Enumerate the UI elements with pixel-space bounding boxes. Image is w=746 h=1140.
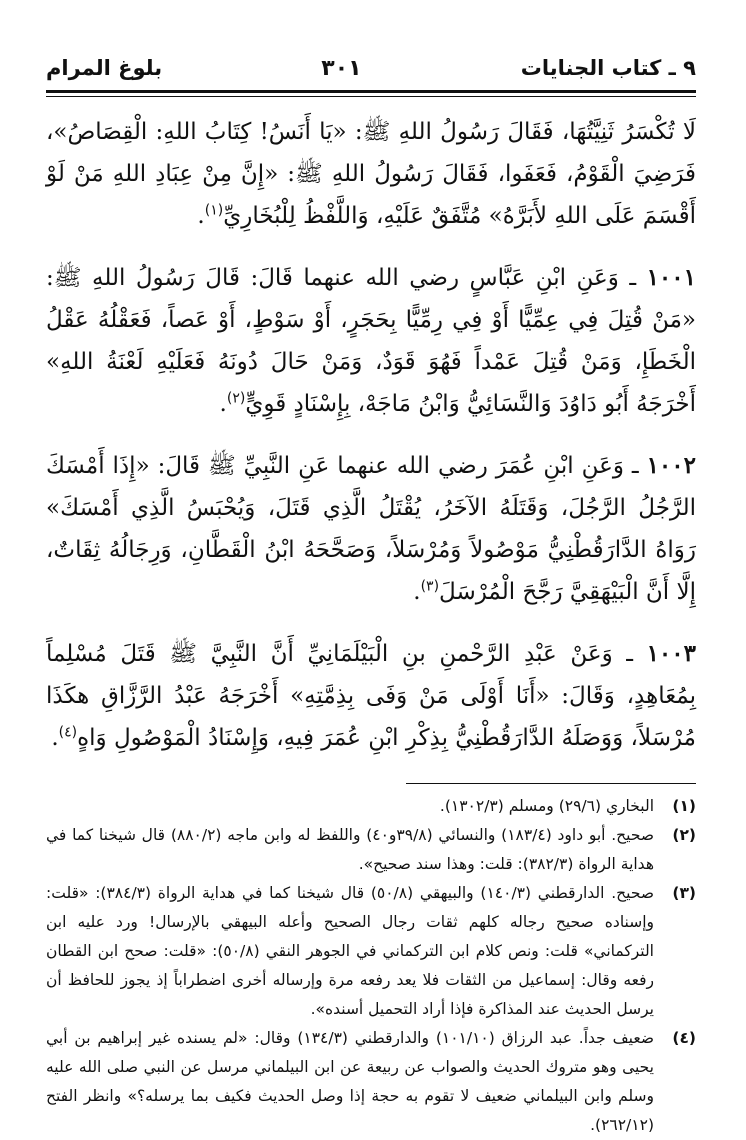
footnote-text: صحيح. أبو داود (١٨٣/٤) والنسائي (٣٩/٨و٤٠) واللفظ له وابن ماجه (٨٨٠/٢) قال شيخنا كما في هداية الرواة (٣٨٢/٣): قلت: وهذا سند صحيح». bbox=[46, 826, 654, 873]
running-header bbox=[46, 0, 696, 88]
header-rule-thick bbox=[46, 90, 696, 93]
page-number: ٣٠١ bbox=[321, 56, 362, 81]
footnote-ref-3[interactable]: (٣) bbox=[420, 578, 440, 595]
chapter-title: ٩ ـ كتاب الجنايات bbox=[520, 56, 696, 80]
hadith-end: . bbox=[413, 579, 421, 605]
header-rule-thin bbox=[46, 96, 696, 97]
footnotes bbox=[46, 792, 696, 1140]
continuation-end: . bbox=[197, 203, 205, 229]
footnote-separator bbox=[406, 783, 696, 784]
hadith-1003 bbox=[46, 633, 696, 759]
footnote-4 bbox=[46, 1024, 696, 1140]
footnote-1 bbox=[46, 792, 696, 821]
hadith-end: . bbox=[51, 725, 59, 751]
footnote-3 bbox=[46, 879, 696, 1024]
hadith-end: . bbox=[219, 391, 227, 417]
continuation-paragraph bbox=[46, 111, 696, 237]
hadith-text: ـ وَعَنِ ابْنِ عُمَرَ رضي الله عنهما عَنِ النَّبِيِّ ﷺ قَالَ: «إِذَا أَمْسَكَ الرَّجُلُ الرَّجُلَ، وَقَتَلَهُ الآخَرُ، يُقْتَلُ الَّذِي قَتَلَ، وَيُحْبَسُ الَّذِي أَمْسَكَ» رَوَاهُ الدَّارَقُطْنِيُّ مَوْصُولاً وَمُرْسَلاً، وَصَحَّحَهُ ابْنُ الْقَطَّانِ، وَرِجَالُهُ ثِقَاتٌ، إِلَّا أَنَّ الْبَيْهَقِيَّ رَجَّحَ الْمُرْسَلَ bbox=[46, 453, 696, 605]
footnote-text: صحيح. الدارقطني (١٤٠/٣) والبيهقي (٥٠/٨) قال شيخنا كما في هداية الرواة (٣٨٤/٣): «قلت: وإسناده صحيح رجاله كلهم ثقات رجال الصحيح وأعله البيهقي بالإرسال! ورد عليه ابن التركماني» قلت: ونص كلام ابن التركماني في الجوهر النقي (٥٠/٨): «قلت: صحح ابن القطان رفعه وقال: إسماعيل من الثقات فلا يعد رفعه مرة وإرساله أخرى اضطراباً إذ يجوز للحافظ أن يرسل الحديث عند المذاكرة فإذا أراد التحميل أسنده». bbox=[46, 884, 654, 1018]
hadith-text: ـ وَعَنِ ابْنِ عَبَّاسٍ رضي الله عنهما قَالَ: قَالَ رَسُولُ اللهِ ﷺ: «مَنْ قُتِلَ فِي عِمِّيًّا أَوْ فِي رِمِّيًّا بِحَجَرٍ، أَوْ سَوْطٍ، أَوْ عَصاً، فَعَقْلُهُ عَقْلُ الْخَطَإِ، وَمَنْ قُتِلَ عَمْداً فَهُوَ قَوَدٌ، وَمَنْ حَالَ دُونَهُ فَعَلَيْهِ لَعْنَةُ اللهِ» أَخْرَجَهُ أَبُو دَاوُدَ وَالنَّسَائِيُّ وَابْنُ مَاجَهْ، بِإِسْنَادٍ قَوِيٍّ bbox=[46, 265, 696, 417]
hadith-1001 bbox=[46, 257, 696, 425]
footnote-2 bbox=[46, 821, 696, 879]
footnote-ref-1[interactable]: (١) bbox=[204, 202, 224, 219]
footnote-number: (٤) bbox=[672, 1029, 696, 1047]
footnote-text: ضعيف جداً. عبد الرزاق (١٠١/١٠) والدارقطني (١٣٤/٣) وقال: «لم يسنده غير إبراهيم بن أبي يحيى وهو متروك الحديث والصواب عن ربيعة عن ابن البيلماني مرسل عن النبي صلى الله عليه وسلم وابن البيلماني ضعيف لا تقوم به حجة إذا وصل الحديث فكيف بما يرسله؟» وانظر الفتح (٢٦٢/١٢). bbox=[46, 1029, 654, 1134]
footnote-number: (٢) bbox=[672, 826, 696, 844]
footnote-ref-4[interactable]: (٤) bbox=[58, 724, 78, 741]
book-title: بلوغ المرام bbox=[46, 56, 163, 80]
continuation-text: لَا تُكْسَرُ ثَنِيَّتُهَا، فَقَالَ رَسُولُ اللهِ ﷺ: «يَا أَنَسُ! كِتَابُ اللهِ: الْقِصَاصُ»، فَرَضِيَ الْقَوْمُ، فَعَفَوا، فَقَالَ رَسُولُ اللهِ ﷺ: «إِنَّ مِنْ عِبَادِ اللهِ مَنْ لَوْ أَقْسَمَ عَلَى اللهِ لأَبَرَّهُ» مُتَّفَقٌ عَلَيْهِ، وَاللَّفْظُ لِلْبُخَارِيِّ bbox=[46, 119, 696, 229]
hadith-number: ١٠٠١ bbox=[646, 264, 696, 291]
hadith-1002 bbox=[46, 445, 696, 613]
footnote-number: (١) bbox=[672, 797, 696, 815]
hadith-number: ١٠٠٣ bbox=[646, 640, 696, 667]
hadith-number: ١٠٠٢ bbox=[646, 452, 696, 479]
footnote-ref-2[interactable]: (٢) bbox=[226, 390, 246, 407]
footnote-number: (٣) bbox=[672, 884, 696, 902]
hadith-text: ـ وَعَنْ عَبْدِ الرَّحْمنِ بنِ الْبَيْلَمَانِيِّ أَنَّ النَّبِيَّ ﷺ قَتَلَ مُسْلِماً بِمُعَاهِدٍ، وَقَالَ: «أَنَا أَوْلَى مَنْ وَفَى بِذِمَّتِهِ» أَخْرَجَهُ عَبْدُ الرَّزَّاقِ هكَذَا مُرْسَلاً، وَوَصَلَهُ الدَّارَقُطْنِيُّ بِذِكْرِ ابْنِ عُمَرَ فِيهِ، وَإِسْنَادُ الْمَوْصُولِ وَاهٍ bbox=[46, 641, 696, 751]
footnote-text: البخاري (٢٩/٦) ومسلم (١٣٠٢/٣). bbox=[439, 797, 654, 815]
